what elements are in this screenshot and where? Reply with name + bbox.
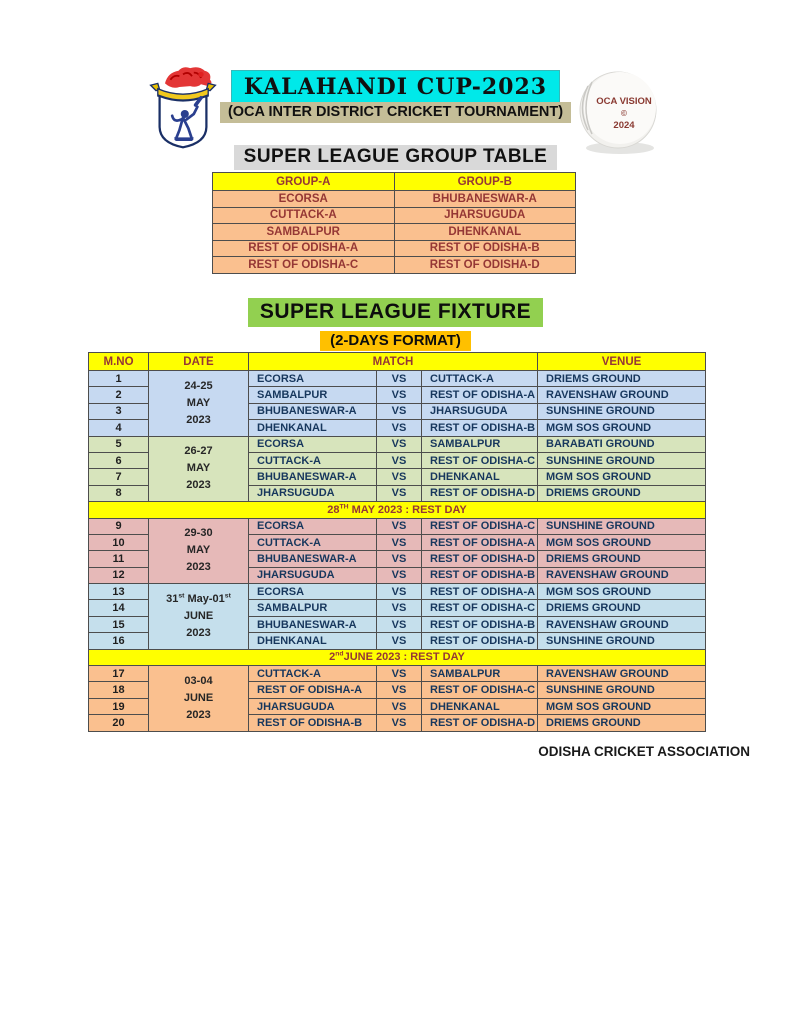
vs-cell: VS (377, 666, 422, 682)
match-number-cell: 3 (89, 403, 149, 419)
team1-cell: CUTTACK-A (249, 666, 377, 682)
venue-header: VENUE (538, 353, 706, 371)
vs-cell: VS (377, 534, 422, 550)
match-number-cell: 7 (89, 469, 149, 485)
date-line: 2023 (186, 413, 211, 426)
vs-cell: VS (377, 551, 422, 567)
date-line: MAY (186, 462, 211, 475)
ball-text-2: © (621, 109, 627, 118)
match-number-cell: 10 (89, 534, 149, 550)
venue-cell: MGM SOS GROUND (538, 534, 706, 550)
cricket-ball-logo (572, 68, 668, 156)
vs-cell: VS (377, 371, 422, 387)
team1-cell: REST OF ODISHA-A (249, 682, 377, 698)
venue-cell: RAVENSHAW GROUND (538, 567, 706, 583)
date-line: 2023 (186, 708, 211, 721)
vs-cell: VS (377, 403, 422, 419)
team2-cell: SAMBALPUR (422, 666, 538, 682)
group-team-cell: SAMBALPUR (213, 224, 395, 241)
venue-cell: SUNSHINE GROUND (538, 403, 706, 419)
group-team-cell: REST OF ODISHA-C (213, 257, 395, 274)
team1-cell: JHARSUGUDA (249, 698, 377, 714)
venue-cell: MGM SOS GROUND (538, 469, 706, 485)
date-line: 2023 (186, 479, 211, 492)
team2-cell: REST OF ODISHA-B (422, 616, 538, 632)
match-number-cell: 5 (89, 436, 149, 452)
fixture-row (89, 666, 706, 682)
venue-cell: RAVENSHAW GROUND (538, 616, 706, 632)
group-table-row (213, 207, 576, 224)
team1-cell: SAMBALPUR (249, 387, 377, 403)
vs-cell: VS (377, 420, 422, 436)
fixture-row (89, 371, 706, 387)
match-number-cell: 13 (89, 584, 149, 600)
group-team-cell: CUTTACK-A (213, 207, 395, 224)
team1-cell: JHARSUGUDA (249, 485, 377, 501)
team1-cell: CUTTACK-A (249, 534, 377, 550)
match-number-cell: 1 (89, 371, 149, 387)
rest-day-row (89, 649, 706, 665)
team2-cell: REST OF ODISHA-D (422, 633, 538, 649)
team1-cell: SAMBALPUR (249, 600, 377, 616)
team1-cell: ECORSA (249, 436, 377, 452)
group-team-cell: REST OF ODISHA-A (213, 240, 395, 257)
team2-cell: REST OF ODISHA-B (422, 567, 538, 583)
match-number-cell: 20 (89, 715, 149, 731)
team1-cell: ECORSA (249, 584, 377, 600)
team1-cell: BHUBANESWAR-A (249, 551, 377, 567)
team1-cell: DHENKANAL (249, 420, 377, 436)
vs-cell: VS (377, 387, 422, 403)
group-table-title: SUPER LEAGUE GROUP TABLE (234, 145, 558, 170)
match-number-cell: 19 (89, 698, 149, 714)
date-line: 26-27 (184, 445, 213, 458)
vs-cell: VS (377, 600, 422, 616)
vs-cell: VS (377, 485, 422, 501)
vs-cell: VS (377, 452, 422, 468)
match-number-cell: 16 (89, 633, 149, 649)
rest-day-label: 2ndJUNE 2023 : REST DAY (89, 649, 706, 665)
date-line: 24-25 (184, 379, 213, 392)
date-line: MAY (186, 544, 211, 557)
ball-text-3: 2024 (613, 120, 635, 131)
date-line: 31st May-01st (166, 592, 231, 605)
match-number-cell: 14 (89, 600, 149, 616)
vs-cell: VS (377, 616, 422, 632)
vs-cell: VS (377, 518, 422, 534)
group-table (212, 172, 576, 274)
venue-cell: MGM SOS GROUND (538, 584, 706, 600)
group-team-cell: DHENKANAL (394, 224, 576, 241)
page-title: KALAHANDI CUP-2023 (231, 70, 560, 105)
venue-cell: RAVENSHAW GROUND (538, 666, 706, 682)
team2-cell: CUTTACK-A (422, 371, 538, 387)
vs-cell: VS (377, 715, 422, 731)
team2-cell: REST OF ODISHA-B (422, 420, 538, 436)
match-number-cell: 11 (89, 551, 149, 567)
venue-cell: DRIEMS GROUND (538, 600, 706, 616)
match-number-cell: 18 (89, 682, 149, 698)
team1-cell: ECORSA (249, 518, 377, 534)
team1-cell: CUTTACK-A (249, 452, 377, 468)
date-cell (149, 371, 249, 437)
team2-cell: REST OF ODISHA-D (422, 485, 538, 501)
venue-cell: SUNSHINE GROUND (538, 518, 706, 534)
date-cell (149, 518, 249, 584)
team1-cell: REST OF ODISHA-B (249, 715, 377, 731)
group-table-header-row (213, 173, 576, 191)
team2-cell: REST OF ODISHA-A (422, 387, 538, 403)
fixture-row (89, 518, 706, 534)
group-team-cell: ECORSA (213, 191, 395, 208)
date-cell (149, 584, 249, 650)
team1-cell: JHARSUGUDA (249, 567, 377, 583)
footer-association-name: ODISHA CRICKET ASSOCIATION (538, 744, 750, 759)
date-line: 03-04 (184, 674, 213, 687)
vs-cell: VS (377, 698, 422, 714)
group-team-cell: BHUBANESWAR-A (394, 191, 576, 208)
team1-cell: DHENKANAL (249, 633, 377, 649)
date-line: 2023 (186, 561, 211, 574)
venue-cell: RAVENSHAW GROUND (538, 387, 706, 403)
vs-cell: VS (377, 469, 422, 485)
fixture-row (89, 584, 706, 600)
rest-day-label: 28TH MAY 2023 : REST DAY (89, 502, 706, 518)
team2-cell: REST OF ODISHA-C (422, 452, 538, 468)
fixture-row (89, 436, 706, 452)
group-team-cell: JHARSUGUDA (394, 207, 576, 224)
team1-cell: ECORSA (249, 371, 377, 387)
date-cell (149, 436, 249, 502)
group-b-header: GROUP-B (394, 173, 576, 191)
vs-cell: VS (377, 584, 422, 600)
venue-cell: SUNSHINE GROUND (538, 682, 706, 698)
group-a-header: GROUP-A (213, 173, 395, 191)
vs-cell: VS (377, 682, 422, 698)
match-number-cell: 8 (89, 485, 149, 501)
fixture-title: SUPER LEAGUE FIXTURE (248, 298, 543, 327)
date-cell (149, 666, 249, 732)
venue-cell: DRIEMS GROUND (538, 485, 706, 501)
venue-cell: DRIEMS GROUND (538, 371, 706, 387)
team2-cell: REST OF ODISHA-C (422, 518, 538, 534)
group-team-cell: REST OF ODISHA-B (394, 240, 576, 257)
venue-cell: DRIEMS GROUND (538, 551, 706, 567)
venue-cell: MGM SOS GROUND (538, 698, 706, 714)
date-line: MAY (186, 396, 211, 409)
venue-cell: SUNSHINE GROUND (538, 452, 706, 468)
team1-cell: BHUBANESWAR-A (249, 469, 377, 485)
match-number-cell: 2 (89, 387, 149, 403)
date-line: JUNE (183, 691, 214, 704)
date-line: JUNE (183, 609, 214, 622)
fixture-header-row (89, 353, 706, 371)
fixture-table-body (89, 371, 706, 732)
team2-cell: REST OF ODISHA-D (422, 715, 538, 731)
page-subtitle: (OCA INTER DISTRICT CRICKET TOURNAMENT) (220, 102, 571, 123)
team2-cell: REST OF ODISHA-A (422, 584, 538, 600)
team2-cell: DHENKANAL (422, 469, 538, 485)
match-number-cell: 17 (89, 666, 149, 682)
team2-cell: SAMBALPUR (422, 436, 538, 452)
venue-cell: MGM SOS GROUND (538, 420, 706, 436)
venue-cell: SUNSHINE GROUND (538, 633, 706, 649)
team1-cell: BHUBANESWAR-A (249, 403, 377, 419)
ball-text-1: OCA VISION (596, 96, 652, 107)
vs-cell: VS (377, 633, 422, 649)
group-table-body (213, 191, 576, 274)
date-line: 2023 (186, 626, 211, 639)
team2-cell: REST OF ODISHA-C (422, 600, 538, 616)
team2-cell: REST OF ODISHA-A (422, 534, 538, 550)
rest-day-row (89, 502, 706, 518)
team2-cell: REST OF ODISHA-C (422, 682, 538, 698)
match-number-cell: 9 (89, 518, 149, 534)
team2-cell: REST OF ODISHA-D (422, 551, 538, 567)
vs-cell: VS (377, 567, 422, 583)
venue-cell: BARABATI GROUND (538, 436, 706, 452)
team1-cell: BHUBANESWAR-A (249, 616, 377, 632)
group-table-row (213, 191, 576, 208)
venue-cell: DRIEMS GROUND (538, 715, 706, 731)
match-number-cell: 6 (89, 452, 149, 468)
date-header: DATE (149, 353, 249, 371)
group-table-row (213, 257, 576, 274)
match-number-cell: 12 (89, 567, 149, 583)
group-table-row (213, 240, 576, 257)
team2-cell: DHENKANAL (422, 698, 538, 714)
date-line: 29-30 (184, 527, 213, 540)
match-header: MATCH (249, 353, 538, 371)
vs-cell: VS (377, 436, 422, 452)
team2-cell: JHARSUGUDA (422, 403, 538, 419)
match-number-cell: 15 (89, 616, 149, 632)
group-team-cell: REST OF ODISHA-D (394, 257, 576, 274)
group-table-row (213, 224, 576, 241)
mno-header: M.NO (89, 353, 149, 371)
fixture-format-subtitle: (2-DAYS FORMAT) (320, 331, 471, 351)
match-number-cell: 4 (89, 420, 149, 436)
fixture-table (88, 352, 706, 732)
